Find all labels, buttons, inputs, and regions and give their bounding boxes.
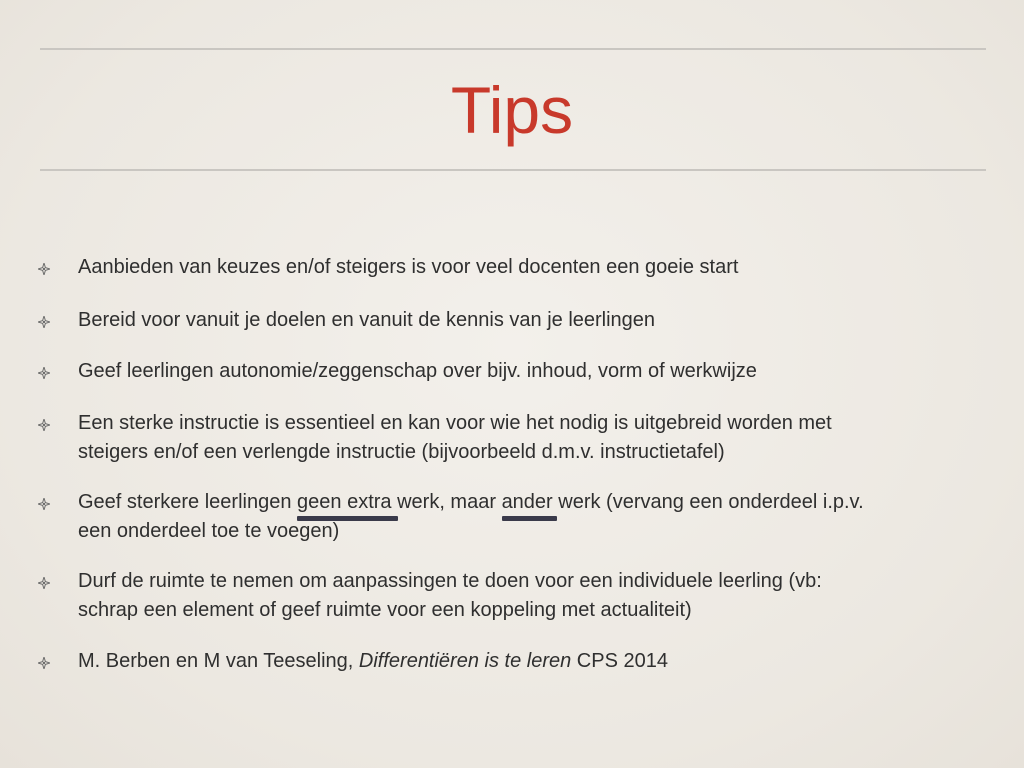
- underlined-phrase: [297, 488, 392, 517]
- text-segment: M. Berben en M van Teeseling,: [78, 650, 359, 672]
- bullet-text-line: een onderdeel toe te voegen): [78, 520, 340, 542]
- text-segment: CPS 2014: [571, 650, 668, 672]
- bullet-text: Geef leerlingen autonomie/zeggenschap over bijv. inhoud, vorm of werkwijze: [78, 360, 757, 382]
- four-petal-diamond-icon: [38, 263, 50, 275]
- bullet-text-line: [78, 488, 998, 517]
- four-petal-diamond-icon: [38, 367, 50, 379]
- four-petal-diamond-icon: [38, 498, 50, 510]
- bullet-text-line: Durf de ruimte te nemen om aanpassingen te doen voor een individuele leerling (vb:: [78, 570, 822, 592]
- bullet-text-line: Een sterke instructie is essentieel en kan voor wie het nodig is uitgebreid worden met: [78, 412, 832, 434]
- four-petal-diamond-icon: [38, 657, 50, 669]
- underlined-text: ander: [501, 491, 553, 513]
- bullet-text: Bereid voor vanuit je doelen en vanuit de kennis van je leerlingen: [78, 309, 656, 331]
- bullet-text-line: steigers en/of een verlengde instructie (bijvoorbeeld d.m.v. instructietafel): [78, 441, 725, 463]
- text-segment: werk (vervang een onderdeel i.p.v.: [552, 491, 864, 513]
- book-title: Differentiëren is te leren: [358, 650, 572, 672]
- four-petal-diamond-icon: [38, 577, 50, 589]
- underlined-text: geen extra: [297, 491, 392, 513]
- text-segment: Geef sterkere leerlingen: [78, 491, 298, 513]
- four-petal-diamond-icon: [38, 316, 50, 328]
- bullet-text-line: schrap een element of geef ruimte voor een koppeling met actualiteit): [78, 599, 692, 621]
- bullet-text: Aanbieden van keuzes en/of steigers is voor veel docenten een goeie start: [78, 256, 739, 278]
- text-segment: werk, maar: [391, 491, 502, 513]
- reference-text: [78, 647, 998, 676]
- four-petal-diamond-icon: [38, 419, 50, 431]
- underlined-phrase: [502, 488, 553, 517]
- slide-title: Tips: [450, 73, 574, 147]
